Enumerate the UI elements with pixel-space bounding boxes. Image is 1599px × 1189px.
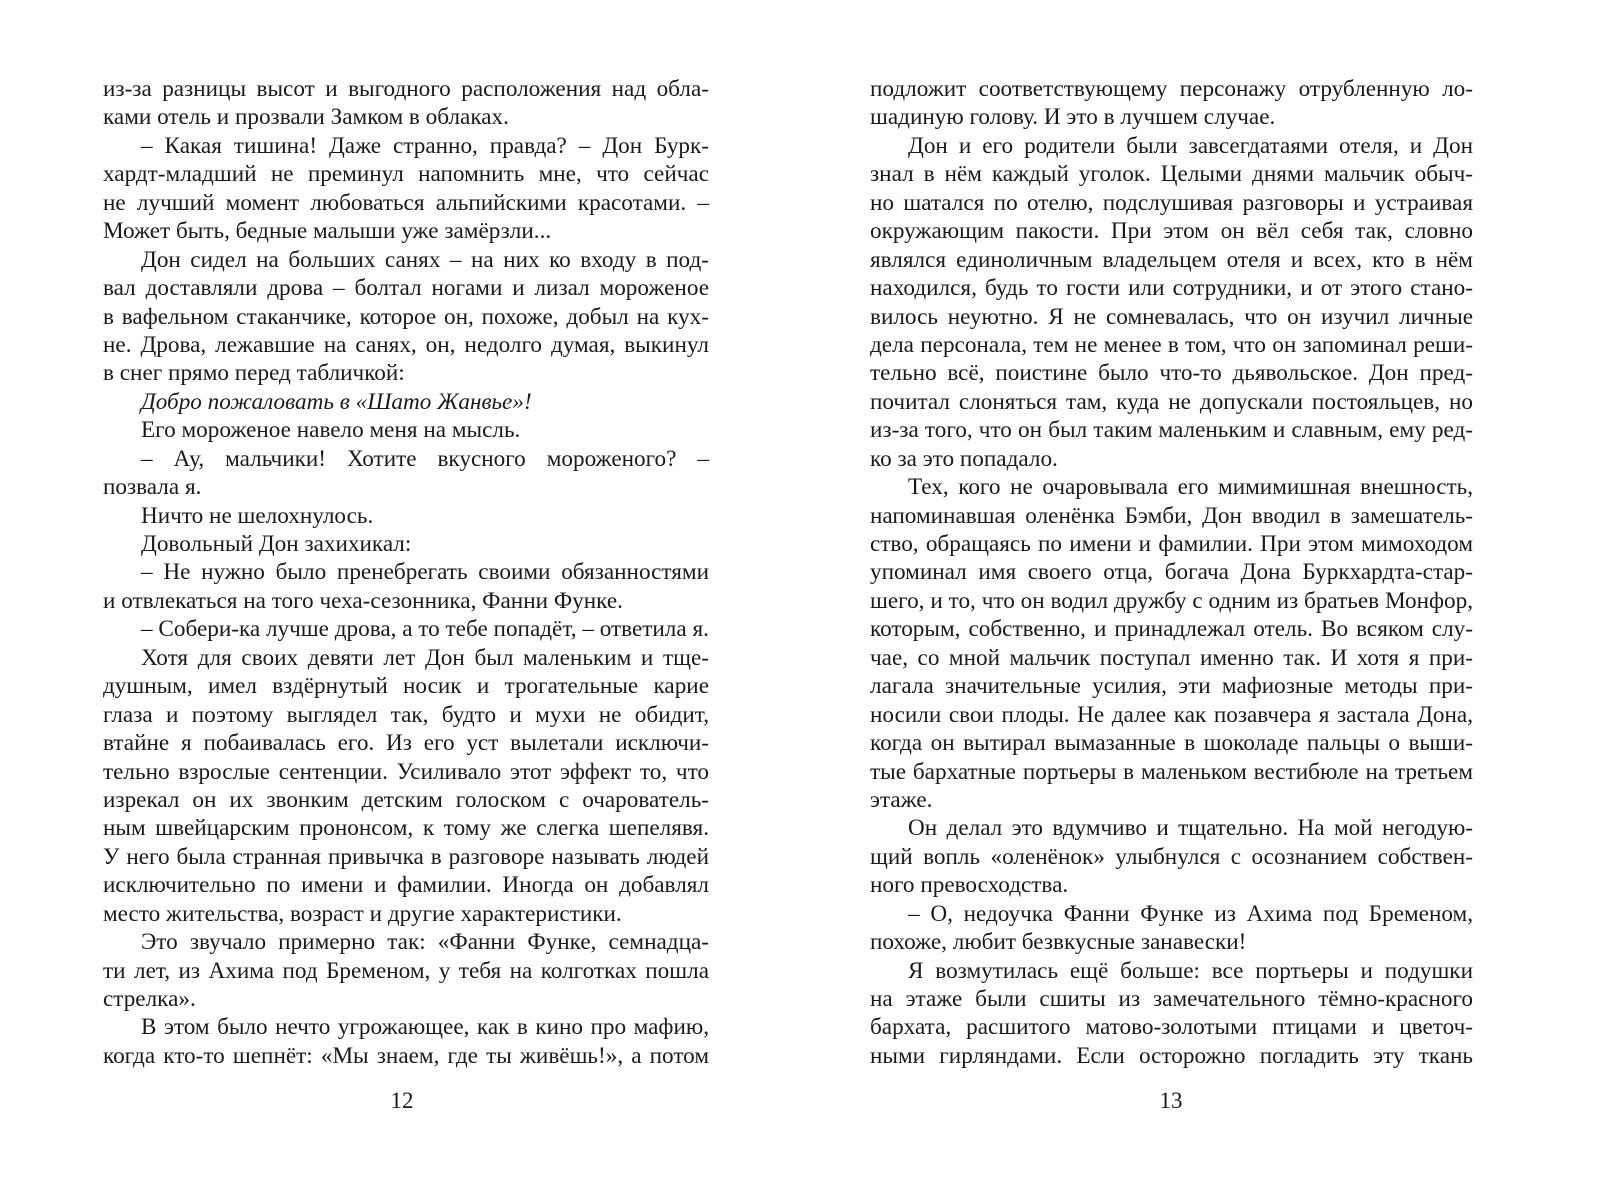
text-line: вал доставляли дрова – болтал ногами и лизал мороженое (103, 275, 709, 302)
text-line: тые бархатные портьеры в маленьком вестибюле на третьем (870, 758, 1473, 785)
text-line: почитал слоняться там, куда не допускали постояльцев, но (870, 388, 1473, 415)
text-line: являлся единоличным владельцем отеля и всех, кто в нём (870, 246, 1473, 273)
text-line: место жительства, возраст и другие характеристики. (103, 900, 622, 927)
text-line: бархата, расшитого матово-золотыми птицами и цветоч- (870, 1014, 1473, 1041)
text-line: – Ау, мальчики! Хотите вкусного мороженого? – (141, 445, 709, 472)
text-line: находился, будь то гости или сотрудники, и от этого стано- (870, 275, 1473, 302)
text-line: шадиную голову. И это в лучшем случае. (870, 104, 1276, 131)
text-line: вилось неуютно. Я не сомневалась, что он изучил личные (870, 303, 1473, 330)
text-line: Его мороженое навело меня на мысль. (141, 417, 521, 444)
text-line: позвала я. (103, 474, 202, 501)
text-line: не. Дрова, лежавшие на санях, он, недолго думая, выкинул (103, 331, 709, 358)
text-line: В этом было нечто угрожающее, как в кино про мафию, (141, 1014, 709, 1041)
text-line: – Не нужно было пренебрегать своими обязанностями (141, 559, 709, 586)
text-line: ного превосходства. (870, 872, 1069, 899)
text-line: лагала значительные усилия, эти мафиозные методы при- (870, 673, 1473, 700)
text-line: – О, недоучка Фанни Функе из Ахима под Бременом, (908, 900, 1473, 927)
text-line: дела персонала, тем не менее в том, что он запоминал реши- (870, 331, 1473, 358)
text-line: этаже. (870, 786, 933, 813)
text-line: стрелка». (103, 986, 196, 1012)
text-line: на этаже были сшиты из замечательного тёмно-красного (870, 986, 1473, 1012)
text-line: окружающим пакости. При этом он вёл себя так, словно (870, 218, 1473, 245)
text-line: глаза и поэтому выглядел так, будто и мухи не обидит, (103, 701, 709, 728)
text-line: похоже, любит безвкусные занавески! (870, 929, 1247, 956)
text-line: Добро пожаловать в «Шато Жанвье»! (141, 388, 532, 415)
text-line: шего, и то, что он водил дружбу с одним из братьев Монфор, (870, 587, 1473, 614)
text-line: но шатался по отелю, подслушивая разговоры и устраивая (870, 189, 1473, 216)
text-line: тельно взрослые сентенции. Усиливало этот эффект то, что (103, 758, 709, 785)
text-line: тельно всё, поистине было что-то дьявольское. Дон пред- (870, 360, 1473, 387)
left-page-text (103, 75, 709, 1070)
right-page (800, 0, 1599, 1189)
text-line: Он делал это вдумчиво и тщательно. На мой негодую- (908, 815, 1473, 842)
text-line: в снег прямо перед табличкой: (103, 360, 405, 387)
text-line: ками отель и прозвали Замком в облаках. (103, 104, 509, 131)
text-line: упоминал имя своего отца, богача Дона Буркхардта-стар- (870, 559, 1473, 586)
text-line: когда он вытирал вымазанные в шоколаде пальцы о выши- (870, 730, 1473, 757)
text-line: – Собери-ка лучше дрова, а то тебе попадёт, – ответила я. (141, 616, 709, 643)
text-line: Может быть, бедные малыши уже замёрзли... (103, 218, 552, 245)
text-line: Я возмутилась ещё больше: все портьеры и подушки (908, 957, 1473, 984)
right-page-text (870, 75, 1473, 1070)
text-line: чае, со мной мальчик поступал именно так. И хотя я при- (870, 644, 1473, 671)
text-line: хардт-младший не преминул напомнить мне, что сейчас (103, 161, 709, 188)
text-line: Дон сидел на больших санях – на них ко входу в под- (141, 246, 709, 273)
text-line: когда кто-то шепнёт: «Мы знаем, где ты живёшь!», а потом (103, 1042, 709, 1069)
left-page-number: 12 (390, 1088, 414, 1113)
text-line: Ничто не шелохнулось. (141, 502, 374, 529)
text-line: которым, собственно, и принадлежал отель. Во всяком слу- (870, 616, 1473, 643)
text-line: Довольный Дон захихикал: (141, 531, 412, 557)
text-line: знал в нём каждый уголок. Целыми днями мальчик обыч- (870, 161, 1473, 188)
text-line: ти лет, из Ахима под Бременом, у тебя на колготках пошла (103, 957, 709, 984)
text-line: Тех, кого не очаровывала его мимимишная внешность, (908, 474, 1473, 501)
text-line: изрекал он их звонким детским голоском с очарователь- (103, 786, 709, 813)
text-line: носили свои плоды. Не далее как позавчера я застала Дона, (870, 701, 1473, 728)
text-line: исключительно по имени и фамилии. Иногда он добавлял (103, 872, 709, 899)
text-line: душным, имел вздёрнутый носик и трогательные карие (103, 673, 709, 700)
text-line: втайне я побаивалась его. Из его уст вылетали исключи- (103, 730, 709, 757)
text-line: подложит соответствующему персонажу отрубленную ло- (870, 76, 1473, 102)
text-line: У него была странная привычка в разговоре называть людей (103, 843, 709, 870)
text-line: ным швейцарским прононсом, к тому же слегка шепелявя. (103, 815, 709, 842)
text-line: напоминавшая оленёнка Бэмби, Дон вводил в замешатель- (870, 502, 1473, 529)
right-page-number: 13 (1159, 1088, 1183, 1113)
text-line: Дон и его родители были завсегдатаями отеля, и Дон (908, 132, 1473, 159)
text-line: ными гирляндами. Если осторожно погладить эту ткань (870, 1042, 1473, 1069)
text-line: ство, обращаясь по имени и фамилии. При этом мимоходом (870, 531, 1473, 557)
text-line: в вафельном стаканчике, которое он, похоже, добыл на кух- (103, 303, 709, 330)
text-line: из-за того, что он был таким маленьким и славным, ему ред- (870, 417, 1473, 444)
text-line: – Какая тишина! Даже странно, правда? – Дон Бурк- (141, 132, 709, 159)
text-line: из-за разницы высот и выгодного расположения над обла- (103, 76, 709, 102)
text-line: Это звучало примерно так: «Фанни Функе, семнадца- (141, 929, 709, 956)
text-line: щий вопль «оленёнок» улыбнулся с осознанием собствен- (870, 843, 1473, 870)
text-line: не лучший момент любоваться альпийскими красотами. – (103, 189, 709, 216)
text-line: Хотя для своих девяти лет Дон был маленьким и тще- (141, 644, 709, 671)
text-line: ко за это попадало. (870, 445, 1058, 472)
text-line: и отвлекаться на того чеха-сезонника, Фанни Функе. (103, 587, 623, 614)
